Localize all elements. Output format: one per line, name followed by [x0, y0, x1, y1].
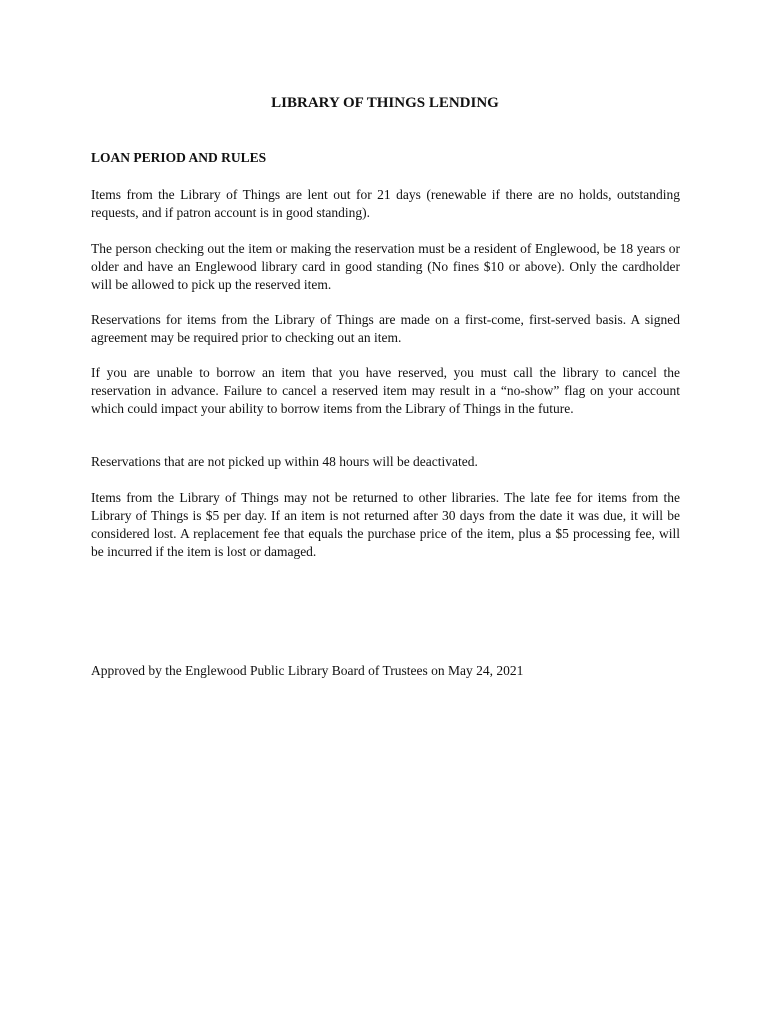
paragraph-deactivation: Reservations that are not picked up within 48 hours will be deactivated.: [91, 454, 478, 469]
paragraph-reservations: Reservations for items from the Library of Things are made on a first-come, first-served basis. A signed agreement may be required prior to checking out an item.: [91, 312, 680, 345]
paragraph-loan-period: Items from the Library of Things are lent out for 21 days (renewable if there are no holds, outstanding requests, and if patron account is in good standing).: [91, 187, 680, 220]
document-title: LIBRARY OF THINGS LENDING: [271, 95, 499, 111]
paragraph-cancellation: If you are unable to borrow an item that you have reserved, you must call the library to cancel the reservation in advance. Failure to cancel a reserved item may result in a “no-show” flag on your account which could impact your ability to borrow items from the Library of Things in the future.: [91, 365, 680, 416]
paragraph-eligibility: The person checking out the item or making the reservation must be a resident of Englewood, be 18 years or older and have an Englewood library card in good standing (No fines $10 or above). Only the cardholder will be allowed to pick up the reserved item.: [91, 241, 680, 292]
paragraph-returns-fees: Items from the Library of Things may not be returned to other libraries. The late fee for items from the Library of Things is $5 per day. If an item is not returned after 30 days from the date it was due, it will be considered lost. A replacement fee that equals the purchase price of the item, plus a $5 processing fee, will be incurred if the item is lost or damaged.: [91, 490, 680, 559]
section-heading: LOAN PERIOD AND RULES: [91, 150, 267, 165]
approval-statement: Approved by the Englewood Public Library Board of Trustees on May 24, 2021: [91, 663, 524, 678]
